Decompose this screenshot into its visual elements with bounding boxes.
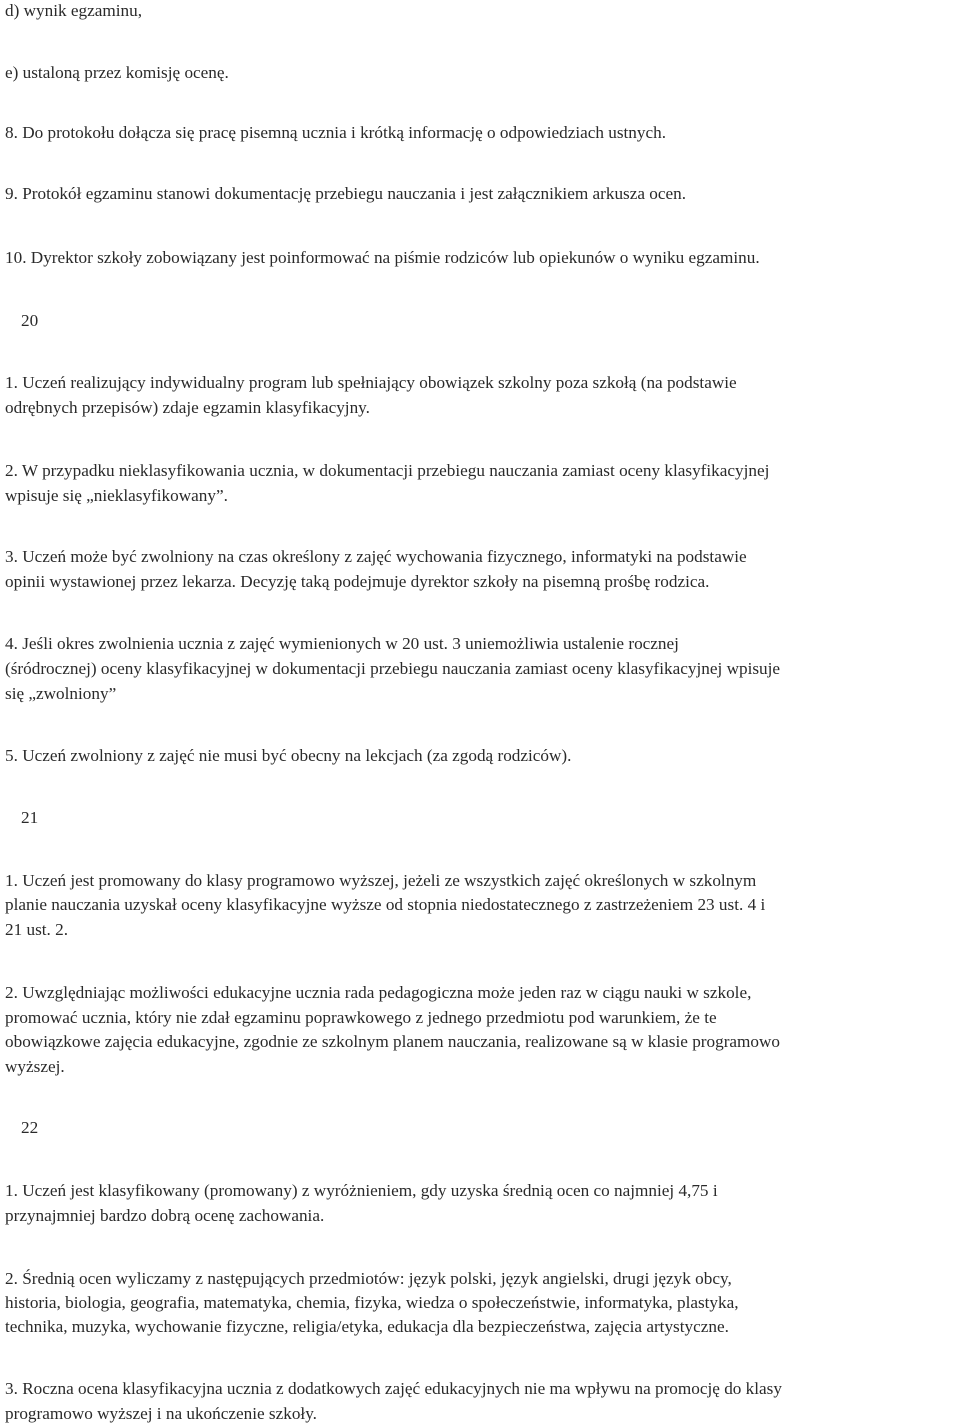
text-line: 3. Uczeń może być zwolniony na czas określony z zajęć wychowania fizycznego, informatyki na podstawie bbox=[5, 547, 747, 566]
text-line: 10. Dyrektor szkoły zobowiązany jest poinformować na piśmie rodziców lub opiekunów o wyniku egzaminu. bbox=[5, 248, 760, 267]
text-line: technika, muzyka, wychowanie fizyczne, religia/etyka, edukacja dla bezpieczeństwa, zajęcia artystyczne. bbox=[5, 1317, 729, 1336]
text-line: 3. Roczna ocena klasyfikacyjna ucznia z dodatkowych zajęć edukacyjnych nie ma wpływu na promocję do klasy bbox=[5, 1379, 782, 1398]
text-line: e) ustaloną przez komisję ocenę. bbox=[5, 63, 229, 82]
text-line: 1. Uczeń realizujący indywidualny program lub spełniający obowiązek szkolny poza szkołą (na podstawie bbox=[5, 373, 737, 392]
text-line: programowo wyższej i na ukończenie szkoły. bbox=[5, 1404, 317, 1423]
text-line: planie nauczania uzyskał oceny klasyfikacyjne wyższe od stopnia niedostatecznego z zastrzeżeniem 23 ust. 4 i bbox=[5, 895, 766, 914]
text-line: (śródrocznej) oceny klasyfikacyjnej w dokumentacji przebiegu nauczania zamiast oceny klasyfikacyjnej wpisuje bbox=[5, 659, 781, 678]
text-line: się „zwolniony” bbox=[5, 684, 117, 703]
text-line: opinii wystawionej przez lekarza. Decyzję taką podejmuje dyrektor szkoły na pisemną prośbę rodzica. bbox=[5, 572, 710, 591]
section-heading-20 bbox=[5, 311, 38, 331]
section-heading-22 bbox=[5, 1118, 38, 1138]
text-line: 1. Uczeń jest klasyfikowany (promowany) z wyróżnieniem, gdy uzyska średnią ocen co najmniej 4,75 i bbox=[5, 1181, 718, 1200]
text-line: przynajmniej bardzo dobrą ocenę zachowania. bbox=[5, 1206, 325, 1225]
section-number: 21 bbox=[21, 808, 39, 827]
text-line: 21 ust. 2. bbox=[5, 920, 69, 939]
text-line: 2. Uwzględniając możliwości edukacyjne ucznia rada pedagogiczna może jeden raz w ciągu nauki w szkole, bbox=[5, 983, 752, 1002]
text-line: 2. W przypadku nieklasyfikowania ucznia, w dokumentacji przebiegu nauczania zamiast oceny klasyfikacyjnej bbox=[5, 461, 770, 480]
text-line: wyższej. bbox=[5, 1057, 65, 1076]
text-line: promować ucznia, który nie zdał egzaminu poprawkowego z jednego przedmiotu pod warunkiem, że te bbox=[5, 1008, 717, 1027]
text-line: wpisuje się „nieklasyfikowany”. bbox=[5, 486, 228, 505]
text-line: d) wynik egzaminu, bbox=[5, 1, 142, 20]
section-number: 22 bbox=[21, 1118, 39, 1137]
text-line: 5. Uczeń zwolniony z zajęć nie musi być obecny na lekcjach (za zgodą rodziców). bbox=[5, 746, 572, 765]
text-line: 2. Średnią ocen wyliczamy z następujących przedmiotów: język polski, język angielski, drugi język obcy, bbox=[5, 1269, 732, 1288]
text-line: 1. Uczeń jest promowany do klasy programowo wyższej, jeżeli ze wszystkich zajęć określonych w szkolnym bbox=[5, 871, 757, 890]
section-number: 20 bbox=[21, 311, 39, 330]
text-line: 9. Protokół egzaminu stanowi dokumentację przebiegu nauczania i jest załącznikiem arkusza ocen. bbox=[5, 184, 687, 203]
text-line: 4. Jeśli okres zwolnienia ucznia z zajęć wymienionych w 20 ust. 3 uniemożliwia ustalenie rocznej bbox=[5, 634, 679, 653]
section-heading-21 bbox=[5, 808, 38, 828]
text-line: obowiązkowe zajęcia edukacyjne, zgodnie ze szkolnym planem nauczania, realizowane są w klasie programowo bbox=[5, 1032, 781, 1051]
text-line: 8. Do protokołu dołącza się pracę pisemną ucznia i krótką informację o odpowiedziach ustnych. bbox=[5, 123, 667, 142]
text-line: historia, biologia, geografia, matematyka, chemia, fizyka, wiedza o społeczeństwie, informatyka, plastyka, bbox=[5, 1293, 739, 1312]
text-line: odrębnych przepisów) zdaje egzamin klasyfikacyjny. bbox=[5, 398, 370, 417]
